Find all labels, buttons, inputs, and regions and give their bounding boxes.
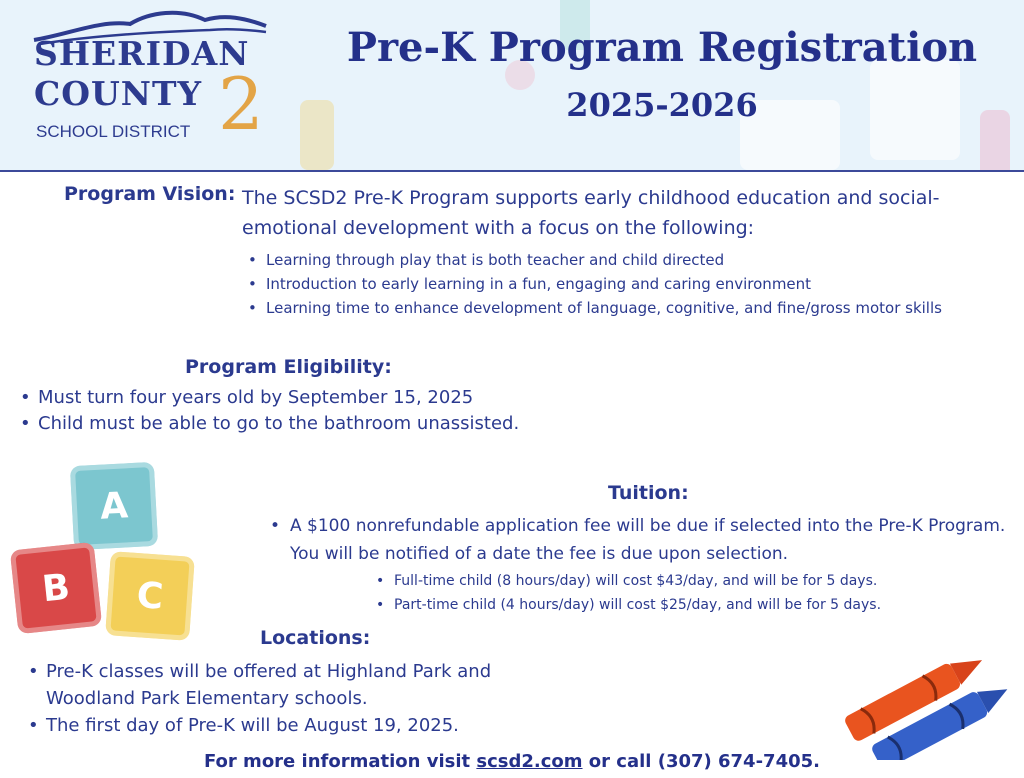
eligibility-list: [20, 385, 620, 437]
locations-list: [28, 658, 548, 739]
district-logo: [30, 6, 270, 156]
page-title: Pre-K Program Registration: [346, 24, 978, 71]
eligibility-item: • Must turn four years old by September 15, 2025: [20, 385, 620, 411]
vision-text: The SCSD2 Pre-K Program supports early childhood education and social-emotional development with a focus on the following:: [242, 187, 940, 239]
page-subtitle: 2025-2026: [566, 86, 758, 124]
tuition-subitem: • Full-time child (8 hours/day) will cost $43/day, and will be for 5 days.: [376, 569, 1016, 593]
vision-label: Program Vision:: [64, 183, 236, 205]
eligibility-heading: Program Eligibility:: [185, 356, 392, 378]
block-a: A: [70, 462, 158, 550]
locations-item: • The first day of Pre-K will be August 19, 2025.: [28, 712, 548, 739]
tuition-item: • A $100 nonrefundable application fee will be due if selected into the Pre-K Program. You will be notified of a date the fee is due upon selection.: [270, 512, 1020, 568]
tuition-list: [270, 512, 1020, 568]
logo-line2: COUNTY: [34, 74, 203, 113]
decor-crayon-shape: [300, 100, 334, 170]
logo-number: 2: [218, 62, 264, 146]
vision-item: • Learning time to enhance development of language, cognitive, and fine/gross motor skills: [248, 296, 1024, 320]
footer-info: [0, 751, 1024, 772]
footer-suffix: or call (307) 674-7405.: [582, 751, 820, 772]
eligibility-item: • Child must be able to go to the bathroom unassisted.: [20, 411, 620, 437]
website-link[interactable]: scsd2.com: [476, 751, 583, 772]
crayons-illustration: [826, 650, 1016, 760]
tuition-heading: Tuition:: [608, 482, 689, 504]
vision-item: • Introduction to early learning in a fun, engaging and caring environment: [248, 272, 1024, 296]
block-c: C: [105, 551, 195, 641]
locations-heading: Locations:: [260, 627, 371, 649]
vision-list: [248, 248, 1024, 320]
abc-blocks-illustration: [8, 460, 208, 650]
logo-line1: SHERIDAN: [34, 34, 250, 73]
footer-prefix: For more information visit: [203, 751, 477, 772]
tuition-subitem: • Part-time child (4 hours/day) will cost $25/day, and will be for 5 days.: [376, 593, 1016, 617]
vision-item: • Learning through play that is both teacher and child directed: [248, 248, 1024, 272]
block-b: B: [10, 542, 102, 634]
header-banner: [0, 0, 1024, 172]
locations-item: • Pre-K classes will be offered at Highland Park and Woodland Park Elementary schools.: [28, 658, 548, 712]
tuition-sublist: [376, 569, 1016, 617]
logo-line3: SCHOOL DISTRICT: [36, 122, 191, 141]
